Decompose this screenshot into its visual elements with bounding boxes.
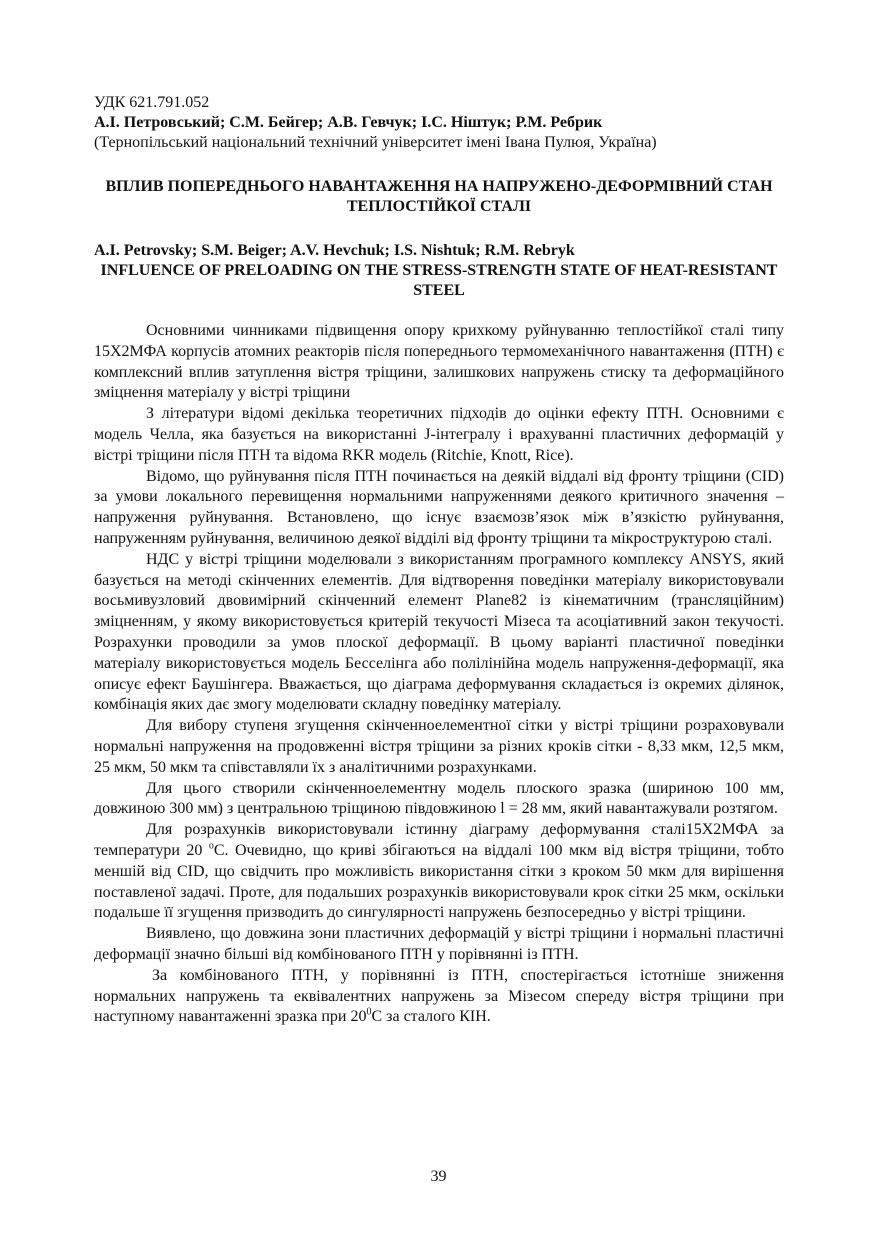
paragraph-model: Для цього створили скінченноелементну модель плоского зразка (шириною 100 мм, довжиною 300 мм) з центральною тріщиною півдовжиною l = 28 мм, який навантажували розтягом. xyxy=(94,779,784,818)
degree-superscript: 0 xyxy=(366,1006,372,1018)
paragraph-ansys: НДС у вістрі тріщини моделювали з використанням програмного комплексу ANSYS, який базується на методі скінченних елементів. Для відтворення поведінки матеріалу використовували восьмивузловий двовимірний скінченний елемент Plane82 із кінематичним (трансляційним) зміцненням, у якому використовується критерій текучості Мізеса та асоціативний закон текучості. Розрахунки проводили за умов плоскої деформації. В цьому варіанті пластичної поведінки матеріалу використовується модель Бесселінга або полілінійна модель напруження-деформації, яка описує ефект Баушінгера. Вважається, що діаграма деформування складається із окремих ділянок, комбінація яких дає змогу моделювати складну поведінку матеріалу. xyxy=(94,550,784,714)
paragraph-temperature xyxy=(94,820,784,924)
paragraph-final xyxy=(94,966,784,1028)
paragraph-found: Виявлено, що довжина зони пластичних деформацій у вістрі тріщини і нормальні пластичні деформації значно більші від комбінованого ПТН у порівнянні із ПТН. xyxy=(94,925,784,963)
paragraph-literature: З літератури відомі декілька теоретичних підходів до оцінки ефекту ПТН. Основними є модель Челла, яка базується на використанні J-інтегралу і врахуванні пластичних деформацій у вістрі тріщини після ПТН та відома RKR модель (Ritchie, Knott, Rice). xyxy=(94,405,784,464)
authors-ukrainian: А.І. Петровський; С.М. Бейгер; А.В. Гевчук; І.С. Ніштук; Р.М. Ребрик xyxy=(94,114,603,131)
paper-body xyxy=(94,321,784,1028)
degree-superscript: o xyxy=(208,840,214,852)
paragraph-final-text-2: С за сталого КІН. xyxy=(371,1008,491,1026)
udk-code: УДК 621.791.052 xyxy=(94,94,210,111)
title-ukrainian: ВПЛИВ ПОПЕРЕДНЬОГО НАВАНТАЖЕННЯ НА НАПРУЖЕНО-ДЕФОРМІВНИЙ СТАН ТЕПЛОСТІЙКОЇ СТАЛІ xyxy=(105,178,773,215)
affiliation: (Тернопільський національний технічний університет імені Івана Пулюя, Україна) xyxy=(94,134,657,151)
paragraph-mesh: Для вибору ступеня згущення скінченноелементної сітки у вістрі тріщини розраховували нормальні напруження на продовженні вістря тріщини за різних кроків сітки - 8,33 мкм, 12,5 мкм, 25 мкм, 50 мкм та співставляли їх з аналітичними розрахунками. xyxy=(94,717,784,776)
paragraph-temperature-text-2: С. Очевидно, що криві збігаються на віддалі 100 мкм від вістря тріщини, тобто меншій від CID, що свідчить про можливість використання сітки з кроком 50 мкм для вирішення поставленої задачі. Проте, для подальших розрахунків використовували крок сітки 25 мкм, оскільки подальше її згущення призводить до сингулярності напружень безпосередньо у вістрі тріщини. xyxy=(94,841,784,922)
paper-page xyxy=(94,93,784,1028)
paragraph-intro: Основними чинниками підвищення опору крихкому руйнуванню теплостійкої сталі типу 15Х2МФА корпусів атомних реакторів після попереднього термомеханічного навантаження (ПТН) є комплексний вплив затуплення вістря тріщини, залишкових напружень стиску та деформаційного зміцнення матеріалу у вістрі тріщини xyxy=(94,322,784,402)
page-number: 39 xyxy=(430,1168,447,1185)
paragraph-final-text-1: За комбінованого ПТН, у порівнянні із ПТН, спостерігається істотніше зниження нормальних напружень та еквівалентних напружень за Мізесом спереду вістря тріщини при наступному навантаженні зразка при 20 xyxy=(94,966,784,1026)
paragraph-cid: Відомо, що руйнування після ПТН починається на деякій віддалі від фронту тріщини (CID) за умови локального перевищення нормальними напруженнями деякого критичного значення – напруження руйнування. Встановлено, що існує взаємозв’язок між в’язкістю руйнування, напруженням руйнування, величиною деякої відділі від фронту тріщини та мікроструктурою сталі. xyxy=(94,467,784,547)
title-english: INFLUENCE OF PRELOADING ON THE STRESS-STRENGTH STATE OF HEAT-RESISTANT STEEL xyxy=(100,262,778,299)
authors-english: A.I. Petrovsky; S.M. Beiger; A.V. Hevchuk; I.S. Nishtuk; R.M. Rebryk xyxy=(94,242,575,259)
paragraph-temperature-text-1: Для розрахунків використовували істинну діаграму деформування сталі15Х2МФА за температури 20 xyxy=(94,821,784,859)
